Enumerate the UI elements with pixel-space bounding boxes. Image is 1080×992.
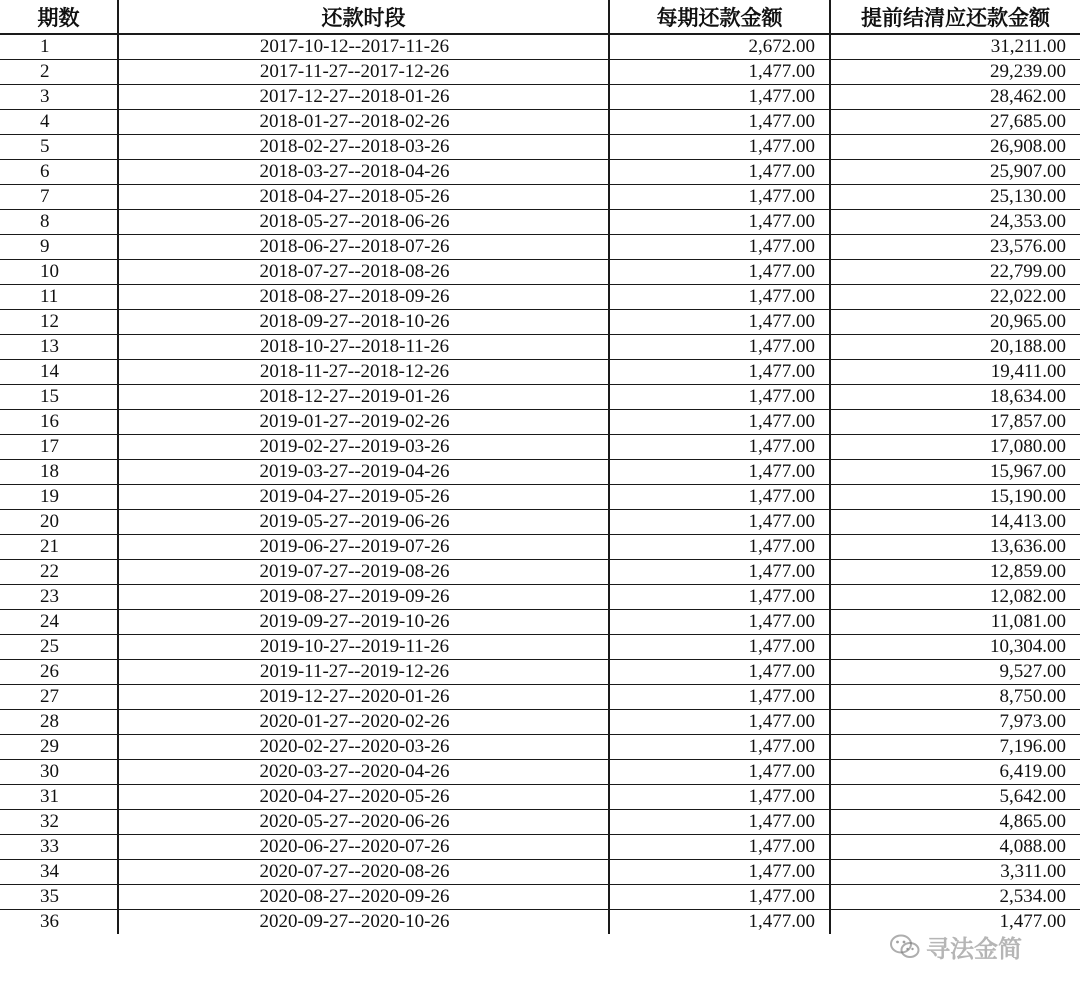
cell-repayment-period: 2018-03-27--2018-04-26 xyxy=(118,160,609,185)
cell-period-number: 31 xyxy=(0,785,118,810)
cell-early-payoff-amount: 3,311.00 xyxy=(830,860,1080,885)
cell-installment-amount: 2,672.00 xyxy=(609,34,830,60)
cell-period-number: 28 xyxy=(0,710,118,735)
cell-installment-amount: 1,477.00 xyxy=(609,110,830,135)
cell-installment-amount: 1,477.00 xyxy=(609,85,830,110)
cell-period-number: 12 xyxy=(0,310,118,335)
cell-repayment-period: 2019-04-27--2019-05-26 xyxy=(118,485,609,510)
table-row xyxy=(0,260,1080,285)
cell-repayment-period: 2017-10-12--2017-11-26 xyxy=(118,34,609,60)
cell-period-number: 8 xyxy=(0,210,118,235)
cell-installment-amount: 1,477.00 xyxy=(609,835,830,860)
cell-repayment-period: 2018-02-27--2018-03-26 xyxy=(118,135,609,160)
cell-period-number: 5 xyxy=(0,135,118,160)
cell-repayment-period: 2019-09-27--2019-10-26 xyxy=(118,610,609,635)
cell-early-payoff-amount: 4,088.00 xyxy=(830,835,1080,860)
cell-period-number: 25 xyxy=(0,635,118,660)
cell-early-payoff-amount: 15,190.00 xyxy=(830,485,1080,510)
cell-repayment-period: 2018-08-27--2018-09-26 xyxy=(118,285,609,310)
cell-repayment-period: 2018-06-27--2018-07-26 xyxy=(118,235,609,260)
table-row xyxy=(0,910,1080,935)
table-row xyxy=(0,660,1080,685)
table-row xyxy=(0,585,1080,610)
header-installment-amount: 每期还款金额 xyxy=(609,0,830,34)
cell-repayment-period: 2019-02-27--2019-03-26 xyxy=(118,435,609,460)
header-early-payoff-amount: 提前结清应还款金额 xyxy=(830,0,1080,34)
cell-period-number: 34 xyxy=(0,860,118,885)
cell-period-number: 27 xyxy=(0,685,118,710)
cell-repayment-period: 2020-07-27--2020-08-26 xyxy=(118,860,609,885)
cell-repayment-period: 2019-01-27--2019-02-26 xyxy=(118,410,609,435)
cell-early-payoff-amount: 7,973.00 xyxy=(830,710,1080,735)
cell-period-number: 9 xyxy=(0,235,118,260)
table-row xyxy=(0,535,1080,560)
cell-period-number: 30 xyxy=(0,760,118,785)
cell-period-number: 36 xyxy=(0,910,118,935)
cell-early-payoff-amount: 22,022.00 xyxy=(830,285,1080,310)
table-row xyxy=(0,185,1080,210)
cell-installment-amount: 1,477.00 xyxy=(609,710,830,735)
cell-early-payoff-amount: 4,865.00 xyxy=(830,810,1080,835)
cell-early-payoff-amount: 12,082.00 xyxy=(830,585,1080,610)
cell-repayment-period: 2017-12-27--2018-01-26 xyxy=(118,85,609,110)
cell-repayment-period: 2020-08-27--2020-09-26 xyxy=(118,885,609,910)
table-row xyxy=(0,210,1080,235)
cell-early-payoff-amount: 11,081.00 xyxy=(830,610,1080,635)
table-row xyxy=(0,360,1080,385)
cell-early-payoff-amount: 27,685.00 xyxy=(830,110,1080,135)
table-row xyxy=(0,410,1080,435)
table-row xyxy=(0,860,1080,885)
cell-period-number: 17 xyxy=(0,435,118,460)
table-row xyxy=(0,110,1080,135)
cell-early-payoff-amount: 29,239.00 xyxy=(830,60,1080,85)
cell-early-payoff-amount: 28,462.00 xyxy=(830,85,1080,110)
table-row xyxy=(0,785,1080,810)
cell-early-payoff-amount: 13,636.00 xyxy=(830,535,1080,560)
cell-early-payoff-amount: 20,965.00 xyxy=(830,310,1080,335)
cell-early-payoff-amount: 6,419.00 xyxy=(830,760,1080,785)
cell-repayment-period: 2018-05-27--2018-06-26 xyxy=(118,210,609,235)
cell-repayment-period: 2020-09-27--2020-10-26 xyxy=(118,910,609,935)
cell-installment-amount: 1,477.00 xyxy=(609,360,830,385)
cell-installment-amount: 1,477.00 xyxy=(609,760,830,785)
cell-period-number: 26 xyxy=(0,660,118,685)
cell-installment-amount: 1,477.00 xyxy=(609,810,830,835)
header-period-number: 期数 xyxy=(0,0,118,34)
cell-early-payoff-amount: 20,188.00 xyxy=(830,335,1080,360)
table-row xyxy=(0,335,1080,360)
watermark xyxy=(890,929,1022,964)
cell-installment-amount: 1,477.00 xyxy=(609,410,830,435)
cell-period-number: 20 xyxy=(0,510,118,535)
cell-repayment-period: 2020-06-27--2020-07-26 xyxy=(118,835,609,860)
cell-installment-amount: 1,477.00 xyxy=(609,235,830,260)
cell-repayment-period: 2019-07-27--2019-08-26 xyxy=(118,560,609,585)
cell-repayment-period: 2018-04-27--2018-05-26 xyxy=(118,185,609,210)
wechat-icon xyxy=(890,934,920,960)
table-row xyxy=(0,160,1080,185)
cell-installment-amount: 1,477.00 xyxy=(609,735,830,760)
cell-installment-amount: 1,477.00 xyxy=(609,185,830,210)
cell-repayment-period: 2018-09-27--2018-10-26 xyxy=(118,310,609,335)
cell-repayment-period: 2018-01-27--2018-02-26 xyxy=(118,110,609,135)
cell-early-payoff-amount: 17,857.00 xyxy=(830,410,1080,435)
cell-early-payoff-amount: 10,304.00 xyxy=(830,635,1080,660)
cell-repayment-period: 2019-06-27--2019-07-26 xyxy=(118,535,609,560)
cell-installment-amount: 1,477.00 xyxy=(609,885,830,910)
cell-period-number: 33 xyxy=(0,835,118,860)
cell-installment-amount: 1,477.00 xyxy=(609,635,830,660)
cell-installment-amount: 1,477.00 xyxy=(609,685,830,710)
cell-early-payoff-amount: 18,634.00 xyxy=(830,385,1080,410)
cell-installment-amount: 1,477.00 xyxy=(609,660,830,685)
cell-period-number: 32 xyxy=(0,810,118,835)
cell-early-payoff-amount: 23,576.00 xyxy=(830,235,1080,260)
cell-early-payoff-amount: 19,411.00 xyxy=(830,360,1080,385)
table-row xyxy=(0,560,1080,585)
cell-early-payoff-amount: 14,413.00 xyxy=(830,510,1080,535)
cell-installment-amount: 1,477.00 xyxy=(609,585,830,610)
table-row xyxy=(0,285,1080,310)
table-row xyxy=(0,835,1080,860)
cell-installment-amount: 1,477.00 xyxy=(609,385,830,410)
cell-repayment-period: 2018-12-27--2019-01-26 xyxy=(118,385,609,410)
cell-installment-amount: 1,477.00 xyxy=(609,210,830,235)
watermark-text: 寻法金简 xyxy=(926,935,1022,963)
cell-period-number: 18 xyxy=(0,460,118,485)
header-repayment-period: 还款时段 xyxy=(118,0,609,34)
table-row xyxy=(0,710,1080,735)
cell-period-number: 29 xyxy=(0,735,118,760)
cell-installment-amount: 1,477.00 xyxy=(609,160,830,185)
cell-repayment-period: 2017-11-27--2017-12-26 xyxy=(118,60,609,85)
table-row xyxy=(0,735,1080,760)
cell-period-number: 4 xyxy=(0,110,118,135)
cell-early-payoff-amount: 26,908.00 xyxy=(830,135,1080,160)
cell-period-number: 14 xyxy=(0,360,118,385)
cell-period-number: 22 xyxy=(0,560,118,585)
cell-installment-amount: 1,477.00 xyxy=(609,535,830,560)
cell-period-number: 6 xyxy=(0,160,118,185)
cell-installment-amount: 1,477.00 xyxy=(609,285,830,310)
cell-period-number: 35 xyxy=(0,885,118,910)
table-row xyxy=(0,85,1080,110)
cell-repayment-period: 2019-08-27--2019-09-26 xyxy=(118,585,609,610)
cell-installment-amount: 1,477.00 xyxy=(609,460,830,485)
cell-repayment-period: 2020-04-27--2020-05-26 xyxy=(118,785,609,810)
table-row xyxy=(0,485,1080,510)
cell-early-payoff-amount: 12,859.00 xyxy=(830,560,1080,585)
cell-repayment-period: 2020-03-27--2020-04-26 xyxy=(118,760,609,785)
cell-period-number: 21 xyxy=(0,535,118,560)
cell-early-payoff-amount: 2,534.00 xyxy=(830,885,1080,910)
cell-installment-amount: 1,477.00 xyxy=(609,435,830,460)
cell-repayment-period: 2018-11-27--2018-12-26 xyxy=(118,360,609,385)
table-row xyxy=(0,385,1080,410)
cell-period-number: 15 xyxy=(0,385,118,410)
cell-period-number: 24 xyxy=(0,610,118,635)
cell-early-payoff-amount: 31,211.00 xyxy=(830,34,1080,60)
cell-installment-amount: 1,477.00 xyxy=(609,510,830,535)
table-row xyxy=(0,635,1080,660)
cell-early-payoff-amount: 8,750.00 xyxy=(830,685,1080,710)
cell-early-payoff-amount: 24,353.00 xyxy=(830,210,1080,235)
cell-early-payoff-amount: 17,080.00 xyxy=(830,435,1080,460)
cell-repayment-period: 2019-12-27--2020-01-26 xyxy=(118,685,609,710)
cell-installment-amount: 1,477.00 xyxy=(609,860,830,885)
table-row xyxy=(0,460,1080,485)
table-row xyxy=(0,610,1080,635)
cell-early-payoff-amount: 15,967.00 xyxy=(830,460,1080,485)
cell-early-payoff-amount: 25,130.00 xyxy=(830,185,1080,210)
table-header-row xyxy=(0,0,1080,34)
cell-period-number: 1 xyxy=(0,34,118,60)
table-row xyxy=(0,435,1080,460)
cell-repayment-period: 2018-07-27--2018-08-26 xyxy=(118,260,609,285)
cell-period-number: 23 xyxy=(0,585,118,610)
cell-early-payoff-amount: 1,477.00 xyxy=(830,910,1080,935)
cell-installment-amount: 1,477.00 xyxy=(609,335,830,360)
cell-period-number: 3 xyxy=(0,85,118,110)
cell-repayment-period: 2018-10-27--2018-11-26 xyxy=(118,335,609,360)
table-row xyxy=(0,810,1080,835)
cell-repayment-period: 2019-03-27--2019-04-26 xyxy=(118,460,609,485)
cell-period-number: 16 xyxy=(0,410,118,435)
cell-period-number: 10 xyxy=(0,260,118,285)
cell-installment-amount: 1,477.00 xyxy=(609,310,830,335)
cell-installment-amount: 1,477.00 xyxy=(609,260,830,285)
table-row xyxy=(0,510,1080,535)
cell-early-payoff-amount: 5,642.00 xyxy=(830,785,1080,810)
cell-period-number: 7 xyxy=(0,185,118,210)
cell-early-payoff-amount: 9,527.00 xyxy=(830,660,1080,685)
cell-period-number: 2 xyxy=(0,60,118,85)
cell-installment-amount: 1,477.00 xyxy=(609,560,830,585)
cell-repayment-period: 2020-05-27--2020-06-26 xyxy=(118,810,609,835)
cell-period-number: 13 xyxy=(0,335,118,360)
cell-installment-amount: 1,477.00 xyxy=(609,610,830,635)
cell-installment-amount: 1,477.00 xyxy=(609,135,830,160)
cell-installment-amount: 1,477.00 xyxy=(609,910,830,935)
cell-installment-amount: 1,477.00 xyxy=(609,60,830,85)
cell-repayment-period: 2019-11-27--2019-12-26 xyxy=(118,660,609,685)
cell-early-payoff-amount: 25,907.00 xyxy=(830,160,1080,185)
cell-repayment-period: 2019-10-27--2019-11-26 xyxy=(118,635,609,660)
cell-installment-amount: 1,477.00 xyxy=(609,485,830,510)
cell-repayment-period: 2020-01-27--2020-02-26 xyxy=(118,710,609,735)
table-body xyxy=(0,34,1080,934)
table-row xyxy=(0,60,1080,85)
cell-repayment-period: 2020-02-27--2020-03-26 xyxy=(118,735,609,760)
cell-installment-amount: 1,477.00 xyxy=(609,785,830,810)
table-row xyxy=(0,34,1080,60)
table-row xyxy=(0,885,1080,910)
cell-early-payoff-amount: 7,196.00 xyxy=(830,735,1080,760)
table-row xyxy=(0,685,1080,710)
table-row xyxy=(0,135,1080,160)
cell-repayment-period: 2019-05-27--2019-06-26 xyxy=(118,510,609,535)
cell-early-payoff-amount: 22,799.00 xyxy=(830,260,1080,285)
cell-period-number: 11 xyxy=(0,285,118,310)
table-row xyxy=(0,235,1080,260)
table-row xyxy=(0,760,1080,785)
table-row xyxy=(0,310,1080,335)
cell-period-number: 19 xyxy=(0,485,118,510)
